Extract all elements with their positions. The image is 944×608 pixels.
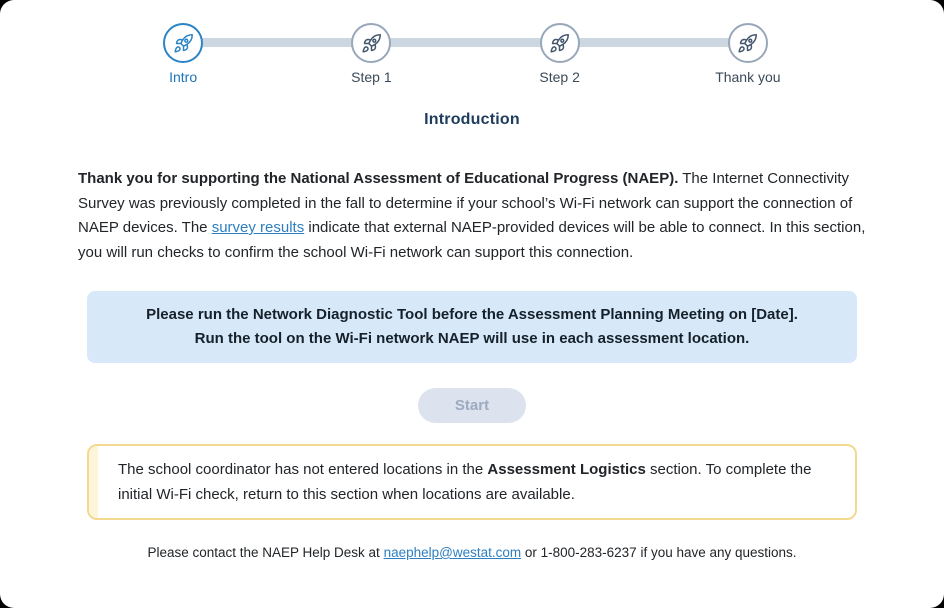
step-intro-circle	[163, 23, 203, 63]
footer-text-middle: or	[521, 545, 541, 560]
warning-text-after-bold: section. To complete the initial Wi-Fi check, return to this section when locations are available.	[118, 461, 812, 503]
step-1[interactable]	[277, 23, 465, 85]
step-intro-label: Intro	[169, 69, 198, 85]
footer-text-after: if you have any questions.	[636, 545, 797, 560]
step-1-circle	[351, 23, 391, 63]
notice-line-1: Please run the Network Diagnostic Tool before the Assessment Planning Meeting on [Date].	[146, 306, 798, 323]
step-intro[interactable]	[89, 23, 277, 85]
step-2[interactable]	[466, 23, 654, 85]
survey-results-link[interactable]: survey results	[211, 219, 305, 236]
warning-accent-bar	[89, 446, 98, 518]
step-2-label: Step 2	[539, 69, 580, 85]
step-1-label: Step 1	[351, 69, 392, 85]
start-button-row	[0, 388, 944, 423]
intro-bold-text: Thank you for supporting the National Assessment of Educational Progress (NAEP).	[78, 170, 679, 187]
intro-text-before-link: The Internet Connectivity Survey was previously completed in the fall to determine if your school’s Wi-Fi network can support the connection of NAEP devices. The	[78, 170, 853, 236]
rocket-icon	[737, 33, 758, 54]
intro-text-after-link: indicate that external NAEP-provided devices will be able to connect. In this section, you will run checks to confirm the school Wi-Fi network can support this connection.	[78, 219, 866, 261]
notice-line-2: Run the tool on the Wi-Fi network NAEP will use in each assessment location.	[194, 330, 750, 347]
footer-text-before-link: Please contact the NAEP Help Desk at	[147, 545, 384, 560]
help-email-link[interactable]: naephelp@westat.com	[383, 545, 522, 560]
step-thank-you-label: Thank you	[715, 69, 781, 85]
step-2-circle	[540, 23, 580, 63]
progress-stepper	[89, 23, 842, 85]
warning-text	[98, 446, 855, 518]
rocket-icon	[173, 33, 194, 54]
warning-text-before-bold: The school coordinator has not entered locations in the	[118, 461, 488, 478]
warning-box	[87, 444, 857, 520]
rocket-icon	[549, 33, 570, 54]
rocket-icon	[361, 33, 382, 54]
step-thank-you[interactable]	[654, 23, 842, 85]
start-button[interactable]: Start	[418, 388, 526, 423]
warning-bold-text: Assessment Logistics	[487, 461, 646, 478]
intro-paragraph	[78, 167, 866, 265]
help-phone-number: 1-800-283-6237	[540, 545, 637, 560]
step-thank-you-circle	[728, 23, 768, 63]
help-desk-note	[0, 545, 944, 560]
notice-box	[87, 291, 857, 363]
page-title: Introduction	[424, 111, 520, 128]
